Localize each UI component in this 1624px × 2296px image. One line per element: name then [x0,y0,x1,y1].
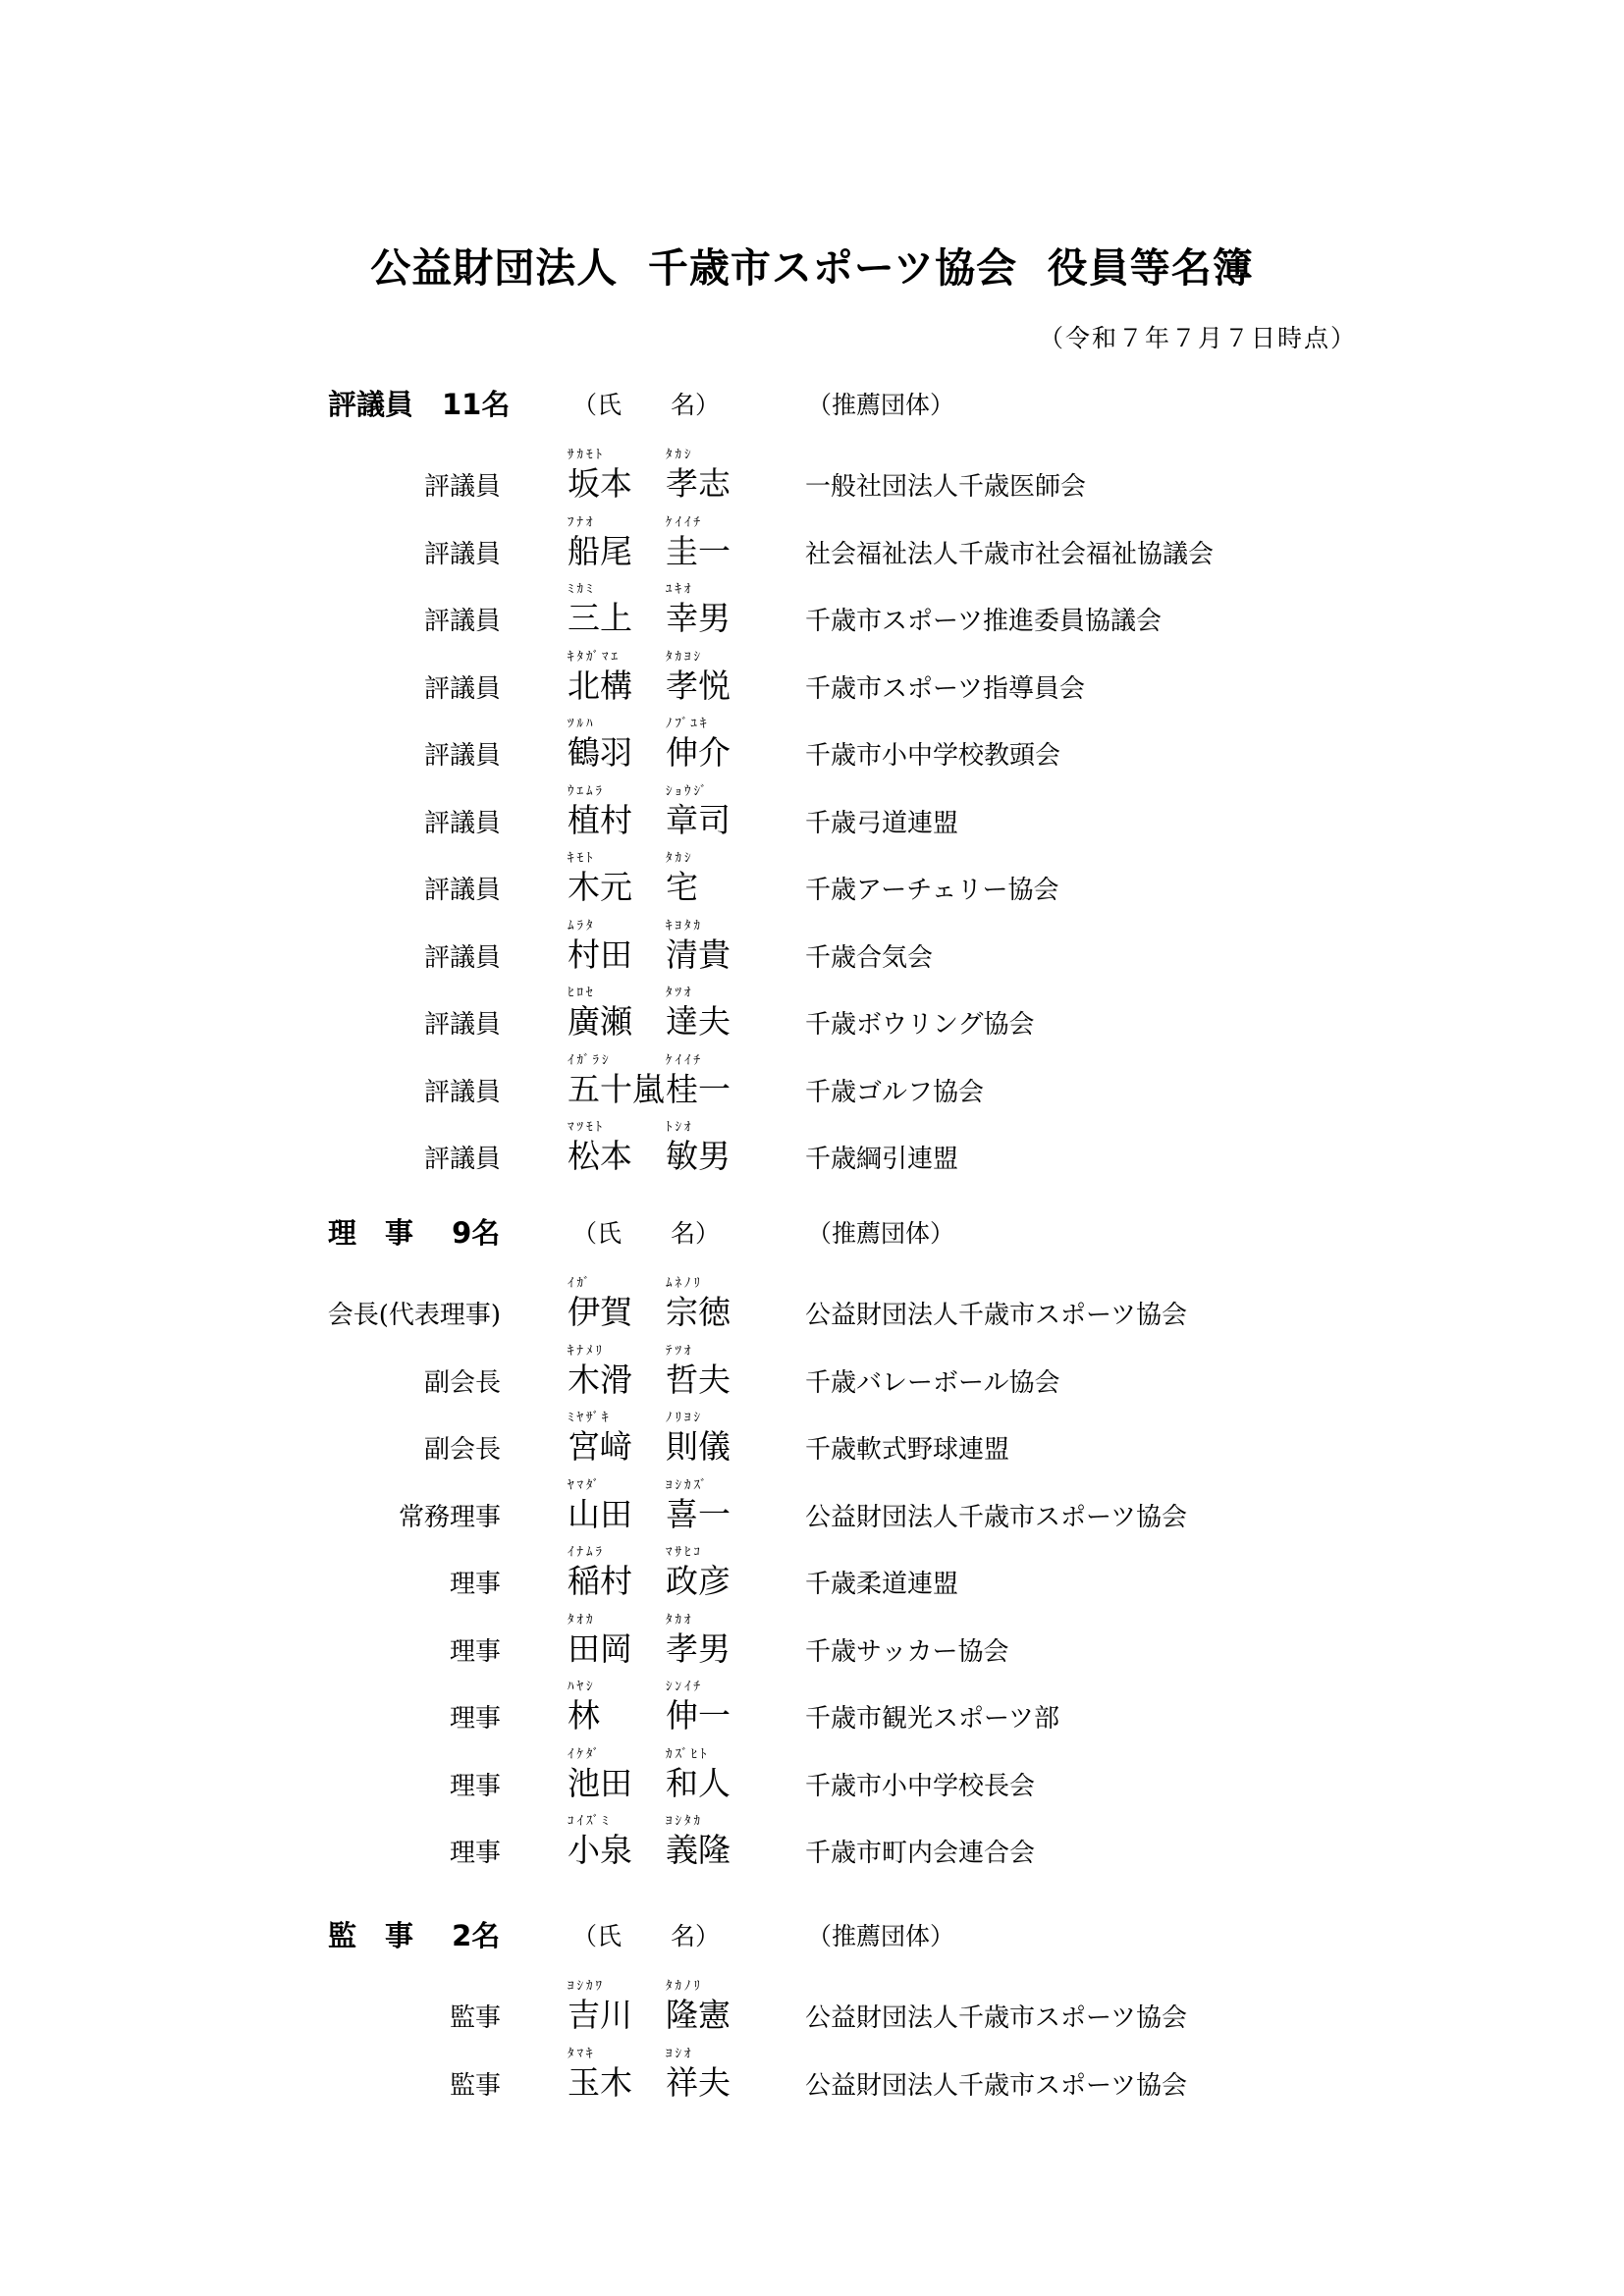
given-name-reading: ﾃﾂｵ [666,1343,694,1359]
member-row [0,1607,1624,1675]
recommending-organization: 公益財団法人千歳市スポーツ協会 [805,2003,1187,2033]
recommending-organization: 千歳ゴルフ協会 [805,1077,985,1107]
given-name: 喜一 [666,1494,731,1533]
given-name: 哲夫 [666,1360,731,1399]
member-row [0,845,1624,913]
given-name: 和人 [666,1763,731,1802]
member-row [0,1405,1624,1472]
surname: 伊賀 [568,1293,632,1331]
role: 理事 [449,1570,501,1599]
surname: 北構 [568,666,632,705]
role: 評議員 [423,1010,501,1040]
recommending-organization: 千歳サッカー協会 [805,1636,1009,1667]
section-title: 評議員 11名 [328,388,511,421]
recommending-organization: 千歳市町内会連合会 [805,1839,1036,1868]
surname: 松本 [568,1137,632,1175]
surname: 吉川 [568,1996,632,2034]
surname-reading: ﾑﾗﾀ [568,918,596,934]
surname-reading: ｷﾅﾒﾘ [568,1343,605,1359]
org-column-header: （推薦団体） [807,1219,955,1248]
as-of-date: （令和７年７月７日時点） [1038,324,1357,352]
surname-reading: ﾊﾔｼ [568,1680,596,1694]
member-row [0,711,1624,778]
given-name-reading: ｹｲｲﾁ [666,1052,703,1068]
role: 評議員 [423,741,501,771]
given-name-reading: ﾀｶﾉﾘ [666,1979,703,1994]
recommending-organization: 社会福祉法人千歳市社会福祉協議会 [805,539,1215,569]
member-row [0,1741,1624,1809]
section-header [0,1914,1624,1973]
given-name-reading: ﾄｼｵ [666,1120,694,1135]
section-title: 監 事 2名 [328,1919,501,1952]
surname-reading: ﾏﾂﾓﾄ [568,1120,605,1135]
given-name-reading: ｼｮｳｼﾞ [666,783,710,799]
surname-reading: ｲﾅﾑﾗ [568,1545,605,1560]
recommending-organization: 千歳市スポーツ推進委員協議会 [805,607,1162,636]
given-name-reading: ｷﾖﾀｶ [666,918,703,934]
surname-reading: ﾋﾛｾ [568,986,596,1000]
member-row [0,1539,1624,1607]
surname: 木滑 [568,1360,632,1399]
member-row [0,2041,1624,2109]
surname-reading: ｺｲｽﾞﾐ [568,1814,612,1829]
role: 監事 [449,2070,501,2101]
surname: 植村 [568,800,632,839]
surname: 小泉 [568,1831,632,1869]
member-row [0,1338,1624,1406]
surname-reading: ｷﾀｶﾞﾏｴ [568,649,621,665]
recommending-organization: 千歳ボウリング協会 [805,1010,1035,1040]
surname: 廣瀬 [568,1002,632,1041]
member-row [0,980,1624,1047]
surname: 船尾 [568,531,632,570]
role: 評議員 [423,942,501,973]
surname: 木元 [568,868,632,906]
given-name: 清貴 [666,934,731,974]
councillors-section [0,383,1624,1182]
given-name-reading: ﾖｼｶｽﾞ [666,1477,710,1493]
role: 評議員 [423,1077,501,1107]
surname: 村田 [568,934,632,974]
given-name-reading: ｼﾝｲﾁ [666,1680,703,1694]
surname-reading: ﾐｶﾐ [568,582,596,597]
recommending-organization: 千歳綱引連盟 [805,1145,959,1174]
recommending-organization: 千歳市観光スポーツ部 [805,1704,1059,1734]
given-name: 幸男 [666,599,731,637]
given-name-reading: ﾕｷｵ [666,582,694,597]
role: 評議員 [423,539,501,569]
role: 会長(代表理事) [327,1301,501,1330]
member-row [0,1270,1624,1338]
surname-reading: ﾀｵｶ [568,1612,596,1628]
recommending-organization: 公益財団法人千歳市スポーツ協会 [805,1301,1187,1330]
given-name-reading: ﾑﾈﾉﾘ [666,1276,703,1291]
section-header [0,383,1624,442]
recommending-organization: 千歳バレーボール協会 [805,1367,1060,1398]
given-name: 伸一 [666,1696,731,1735]
given-name-reading: ｹｲｲﾁ [666,514,703,530]
member-row [0,913,1624,981]
given-name-reading: ﾉﾌﾞﾕｷ [666,717,710,731]
surname: 宮﨑 [568,1427,632,1466]
surname: 林 [568,1696,600,1735]
given-name-reading: ﾀﾂｵ [666,986,694,1000]
role: 評議員 [423,808,501,838]
role: 理事 [449,1704,501,1734]
member-row [0,778,1624,846]
given-name: 圭一 [666,531,731,570]
member-row [0,1808,1624,1876]
surname: 池田 [568,1763,632,1802]
member-row [0,1047,1624,1115]
name-column-header: （氏 名） [572,391,721,419]
given-name-reading: ﾖｼﾀｶ [666,1814,703,1829]
role: 評議員 [423,472,501,502]
member-row [0,1674,1624,1741]
given-name-reading: ﾖｼｵ [666,2046,694,2061]
recommending-organization: 千歳軟式野球連盟 [805,1435,1010,1465]
surname-reading: ｻｶﾓﾄ [568,448,605,462]
role: 理事 [449,1839,501,1868]
surname-reading: ﾖｼｶﾜ [568,1979,605,1994]
recommending-organization: 千歳アーチェリー協会 [805,876,1059,905]
recommending-organization: 公益財団法人千歳市スポーツ協会 [805,2070,1187,2101]
given-name: 孝男 [666,1629,731,1668]
role: 理事 [449,1636,501,1667]
recommending-organization: 千歳市スポーツ指導員会 [805,673,1085,704]
surname-reading: ｷﾓﾄ [568,851,596,866]
given-name-reading: ｶｽﾞﾋﾄ [666,1746,710,1762]
role: 常務理事 [398,1502,501,1532]
given-name: 章司 [666,800,731,839]
role: 監事 [449,2003,501,2033]
given-name: 桂一 [666,1069,731,1108]
surname: 三上 [568,599,632,637]
member-row [0,1472,1624,1540]
directors-list [0,1270,1624,1876]
given-name: 則儀 [666,1427,731,1466]
surname: 鶴羽 [568,733,632,772]
recommending-organization: 千歳弓道連盟 [805,808,959,838]
surname: 五十嵐 [568,1069,665,1108]
surname-reading: ﾔﾏﾀﾞ [568,1477,602,1493]
section-header [0,1211,1624,1270]
given-name: 宗徳 [666,1293,731,1331]
given-name: 達夫 [666,1002,731,1041]
section-title: 理 事 9名 [328,1216,501,1250]
recommending-organization: 公益財団法人千歳市スポーツ協会 [805,1502,1187,1532]
name-column-header: （氏 名） [572,1922,721,1950]
role: 理事 [449,1771,501,1801]
auditors-section [0,1914,1624,2108]
surname-reading: ﾌﾅｵ [568,514,596,530]
member-row [0,509,1624,577]
surname: 坂本 [568,464,632,503]
given-name: 義隆 [666,1831,731,1869]
member-row [0,644,1624,712]
surname-reading: ﾂﾙﾊ [568,717,596,731]
surname-reading: ｳｴﾑﾗ [568,783,605,799]
given-name-reading: ﾀｶｼ [666,851,694,866]
surname-reading: ｲｶﾞﾗｼ [568,1052,612,1068]
given-name-reading: ﾉﾘﾖｼ [666,1411,703,1425]
recommending-organization: 千歳柔道連盟 [805,1570,959,1599]
page-title: 公益財団法人 千歳市スポーツ協会 役員等名簿 [370,244,1254,292]
given-name-reading: ﾀｶｼ [666,448,694,462]
role: 評議員 [423,673,501,704]
given-name: 政彦 [666,1562,731,1600]
given-name-reading: ﾀｶｵ [666,1612,694,1628]
surname-reading: ｲｶﾞ [568,1276,593,1291]
given-name: 敏男 [666,1137,731,1175]
recommending-organization: 千歳市小中学校教頭会 [805,741,1061,771]
directors-section [0,1211,1624,1876]
recommending-organization: 千歳合気会 [805,942,934,973]
member-row [0,1973,1624,2041]
role: 評議員 [423,607,501,636]
given-name-reading: ﾏｻﾋｺ [666,1545,703,1560]
surname: 山田 [568,1494,632,1533]
surname-reading: ﾐﾔｻﾞｷ [568,1411,612,1425]
surname: 玉木 [568,2062,632,2102]
org-column-header: （推薦団体） [807,1922,955,1950]
given-name-reading: ﾀｶﾖｼ [666,649,703,665]
recommending-organization: 千歳市小中学校長会 [805,1771,1036,1801]
councillors-list [0,442,1624,1182]
member-row [0,576,1624,644]
given-name: 孝悦 [666,666,731,705]
auditors-list [0,1973,1624,2108]
role: 評議員 [423,1145,501,1174]
org-column-header: （推薦団体） [807,391,955,419]
given-name: 隆憲 [666,1996,731,2034]
surname-reading: ﾀﾏｷ [568,2046,596,2061]
member-row [0,442,1624,509]
surname-reading: ｲｹﾀﾞ [568,1746,602,1762]
role: 副会長 [423,1435,501,1465]
name-column-header: （氏 名） [572,1219,721,1248]
member-row [0,1114,1624,1182]
role: 評議員 [423,876,501,905]
given-name: 孝志 [666,464,731,503]
surname: 稲村 [568,1562,632,1600]
recommending-organization: 一般社団法人千歳医師会 [805,472,1087,502]
given-name: 祥夫 [666,2062,731,2102]
role: 副会長 [423,1367,501,1398]
surname: 田岡 [568,1629,632,1668]
given-name: 伸介 [666,733,731,772]
given-name: 宅 [666,868,698,906]
